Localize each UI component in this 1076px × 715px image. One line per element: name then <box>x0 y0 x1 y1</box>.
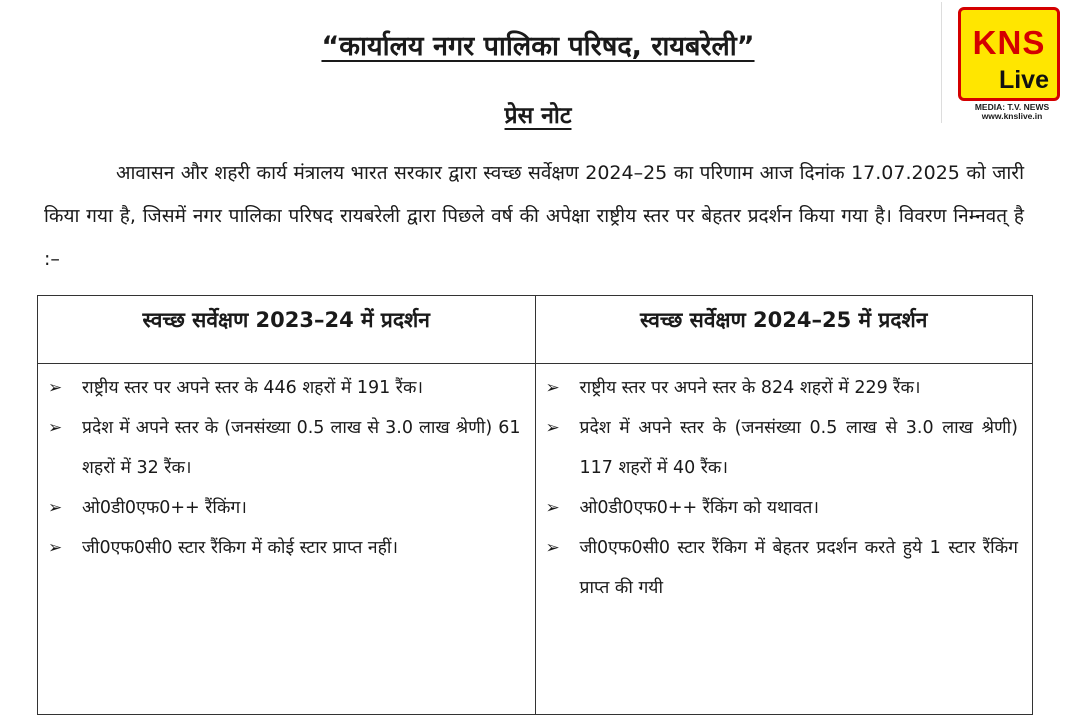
item-text: ओ0डी0एफ0++ रैंकिंग को यथावत। <box>579 498 820 518</box>
list-item <box>545 408 1019 488</box>
list-item <box>545 528 1019 608</box>
list-item <box>48 528 521 568</box>
column-2023-24 <box>38 296 536 714</box>
arrow-bullet-icon: ➢ <box>48 418 63 438</box>
logo-brand: KNS <box>972 24 1046 61</box>
kns-live-logo <box>941 2 1076 123</box>
item-text: राष्ट्रीय स्तर पर अपने स्तर के 446 शहरों में 191 रैंक। <box>82 378 424 398</box>
logo-tagline: MEDIA: T.V. NEWS <box>974 102 1050 112</box>
arrow-bullet-icon: ➢ <box>545 498 560 518</box>
item-text: प्रदेश में अपने स्तर के (जनसंख्या 0.5 लाख से 3.0 लाख श्रेणी) 117 शहरों में 40 रैंक। <box>579 418 1018 478</box>
list-item <box>545 368 1019 408</box>
arrow-bullet-icon: ➢ <box>545 538 560 558</box>
list-item <box>48 488 521 528</box>
item-text: जी0एफ0सी0 स्टार रैंकिग में कोई स्टार प्राप्त नहीं। <box>82 538 399 558</box>
column-2024-25 <box>536 296 1033 714</box>
logo-badge <box>958 7 1060 101</box>
bullet-list-2023-24 <box>38 364 535 568</box>
item-text: प्रदेश में अपने स्तर के (जनसंख्या 0.5 लाख से 3.0 लाख श्रेणी) 61 शहरों में 32 रैंक। <box>82 418 521 478</box>
logo-url: www.knslive.in <box>981 111 1043 121</box>
list-item <box>48 368 521 408</box>
logo-sub: Live <box>998 66 1049 94</box>
arrow-bullet-icon: ➢ <box>545 418 560 438</box>
column-header-2024-25: स्वच्छ सर्वेक्षण 2024–25 में प्रदर्शन <box>536 296 1033 364</box>
arrow-bullet-icon: ➢ <box>545 378 560 398</box>
list-item <box>48 408 521 488</box>
bullet-list-2024-25 <box>536 364 1033 608</box>
item-text: राष्ट्रीय स्तर पर अपने स्तर के 824 शहरों में 229 रैंक। <box>579 378 921 398</box>
intro-paragraph: आवासन और शहरी कार्य मंत्रालय भारत सरकार द्वारा स्वच्छ सर्वेक्षण 2024–25 का परिणाम आज दिनांक 17.07.2025 को जारी किया गया है, जिसमें नगर पालिका परिषद रायबरेली द्वारा पिछले वर्ष की अपेक्षा राष्ट्रीय स्तर पर बेहतर प्रदर्शन किया गया है। विवरण निम्नवत् है :– <box>44 162 1024 270</box>
item-text: ओ0डी0एफ0++ रैंकिंग। <box>82 498 247 518</box>
office-heading: “कार्यालय नगर पालिका परिषद, रायबरेली” <box>321 31 755 62</box>
arrow-bullet-icon: ➢ <box>48 498 63 518</box>
list-item <box>545 488 1019 528</box>
comparison-table <box>37 295 1033 715</box>
arrow-bullet-icon: ➢ <box>48 538 63 558</box>
arrow-bullet-icon: ➢ <box>48 378 63 398</box>
press-note-title: प्रेस नोट <box>504 103 572 129</box>
item-text: जी0एफ0सी0 स्टार रैंकिग में बेहतर प्रदर्शन करते हुये 1 स्टार रैंकिंग प्राप्त की गयी <box>579 538 1018 598</box>
column-header-2023-24: स्वच्छ सर्वेक्षण 2023–24 में प्रदर्शन <box>38 296 535 364</box>
